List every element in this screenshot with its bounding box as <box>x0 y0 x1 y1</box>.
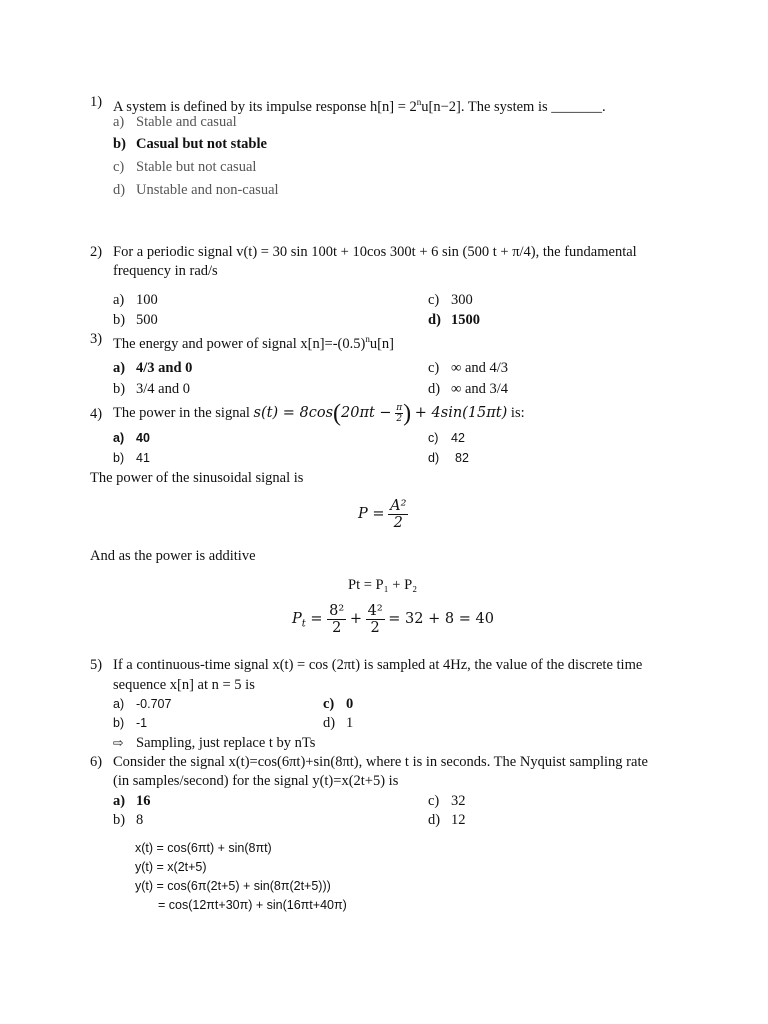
q6-option-c: 32 <box>451 793 466 809</box>
q2-text-line2: frequency in rad/s <box>113 263 218 279</box>
q2-option-c: 300 <box>451 292 473 308</box>
q6-option-a: 16 <box>136 793 151 809</box>
q4-option-d: 82 <box>455 451 469 465</box>
explanation-additive-line: And as the power is additive <box>90 548 256 564</box>
q5-text-line1: If a continuous-time signal x(t) = cos (2πt) is sampled at 4Hz, the value of the discrete time <box>113 657 643 673</box>
q5-option-d: 1 <box>346 715 354 731</box>
q5-option-b: -1 <box>136 716 148 730</box>
q6-number: 6) <box>90 754 103 770</box>
q3-option-d: ∞ and 3/4 <box>451 381 509 397</box>
q4-close-paren: ) <box>403 400 412 427</box>
q5-option-a: -0.707 <box>136 697 172 711</box>
q6-work-line2: y(t) = x(2t+5) <box>135 860 207 874</box>
q3-option-b: 3/4 and 0 <box>136 381 190 397</box>
q5-option-c: 0 <box>346 696 354 712</box>
q5-option-b-label: b) <box>113 716 125 730</box>
explanation-power-line: The power of the sinusoidal signal is <box>90 470 304 486</box>
q2-option-d-label: d) <box>428 312 441 328</box>
q1-text: A system is defined by its impulse response $h[n] = 2^nu[n-2]$. The system is _______. <box>113 97 606 115</box>
q1-option-b-text: Casual but not stable <box>136 136 267 152</box>
q6-option-d-label: d) <box>428 812 441 828</box>
q3-option-c: ∞ and 4/3 <box>451 360 509 376</box>
four-squared-fraction: $\frac{\text{4²}}{2}$ <box>367 603 383 636</box>
q3-number: 3) <box>90 331 103 347</box>
q1-option-c-text: Stable but not casual <box>136 159 257 175</box>
q2-option-a: 100 <box>136 292 158 308</box>
q1-option-b: b) <box>113 136 126 152</box>
q6-work-line3: y(t) = cos(6π(2t+5) + sin(8π(2t+5))) <box>135 879 331 893</box>
q4-option-b: 41 <box>136 451 150 465</box>
q1-option-a-text: Stable and casual <box>136 114 237 130</box>
q6-option-c-label: c) <box>428 793 440 809</box>
q5-number: 5) <box>90 657 103 673</box>
q1-option-d: d) <box>113 182 126 198</box>
q4-pi-over-2: $\frac{\pi}{2}$ <box>396 403 403 425</box>
q2-option-a-label: a) <box>113 292 125 308</box>
q6-option-d: 12 <box>451 812 466 828</box>
q4-option-a-label: a) <box>113 431 125 445</box>
q2-number: 2) <box>90 244 103 260</box>
q2-text-line1: For a periodic signal v(t) = 30 sin 100t + 10cos 300t + 6 sin (500 t + π/4), the fundamental <box>113 244 637 260</box>
q3-text: The energy and power of signal $x[n]=-(0.5)^nu[n]$ <box>113 334 394 352</box>
q4-option-c: 42 <box>451 431 465 445</box>
power-formula: P = $\frac{\text{A²}}{2}$ <box>358 498 407 531</box>
q6-option-b: 8 <box>136 812 144 828</box>
sum-formula: Pt = P₁ + P₂ <box>348 577 418 593</box>
q4-option-b-label: b) <box>113 451 125 465</box>
q2-option-d: 1500 <box>451 312 480 328</box>
q3-option-b-label: b) <box>113 381 126 397</box>
q5-option-c-label: c) <box>323 696 335 712</box>
q1-number: 1) <box>90 94 103 110</box>
q4-open-paren: ( <box>333 400 342 427</box>
q1-option-d-text: Unstable and non-casual <box>136 182 279 198</box>
q4-number: 4) <box>90 406 103 422</box>
q2-option-c-label: c) <box>428 292 440 308</box>
q6-text-line1: Consider the signal x(t)=cos(6πt)+sin(8πt), where t is in seconds. The Nyquist sampling rate <box>113 754 648 770</box>
q4-option-c-label: c) <box>428 431 439 445</box>
q4-formula-part2: 20πt − <box>341 405 392 421</box>
q4-option-a: 40 <box>136 431 150 445</box>
q4-formula-part1: s(t) = 8cos <box>253 405 334 421</box>
q3-option-a: 4/3 and 0 <box>136 360 193 376</box>
q5-text-line2: sequence x[n] at n = 5 is <box>113 677 255 693</box>
arrow-icon: ⇨ <box>113 736 124 750</box>
q5-option-a-label: a) <box>113 697 125 711</box>
q6-option-b-label: b) <box>113 812 126 828</box>
q5-option-d-label: d) <box>323 715 336 731</box>
q6-work-line4: = cos(12πt+30π) + sin(16πt+40π) <box>158 898 347 912</box>
q6-work-line1: x(t) = cos(6πt) + sin(8πt) <box>135 841 272 855</box>
eight-squared-fraction: $\frac{\text{8²}}{2}$ <box>329 603 345 636</box>
q4-text: The power in the signal s(t) = 8cos(20πt − $\frac{\pi}{2}$ ) + 4sin(15πt) is: <box>113 400 525 427</box>
total-power-formula: $P_t$ = $\frac{\text{8²}}{2}$ + $\frac{\text{4²}}{2}$ = 32 + 8 = 40 <box>292 603 494 636</box>
q6-text-line2: (in samples/second) for the signal y(t)=x(2t+5) is <box>113 773 399 789</box>
q2-option-b-label: b) <box>113 312 126 328</box>
q4-option-d-label: d) <box>428 451 440 465</box>
q4-formula-part3: + 4sin(15πt) <box>414 405 508 421</box>
q6-option-a-label: a) <box>113 793 126 809</box>
q5-note: Sampling, just replace t by nTs <box>136 735 316 751</box>
q1-option-c: c) <box>113 159 125 175</box>
q3-option-a-label: a) <box>113 360 126 376</box>
q1-option-a: a) <box>113 114 125 130</box>
q2-option-b: 500 <box>136 312 158 328</box>
q3-option-d-label: d) <box>428 381 441 397</box>
power-formula-fraction: $\frac{\text{A²}}{2}$ <box>390 498 407 531</box>
q3-option-c-label: c) <box>428 360 440 376</box>
